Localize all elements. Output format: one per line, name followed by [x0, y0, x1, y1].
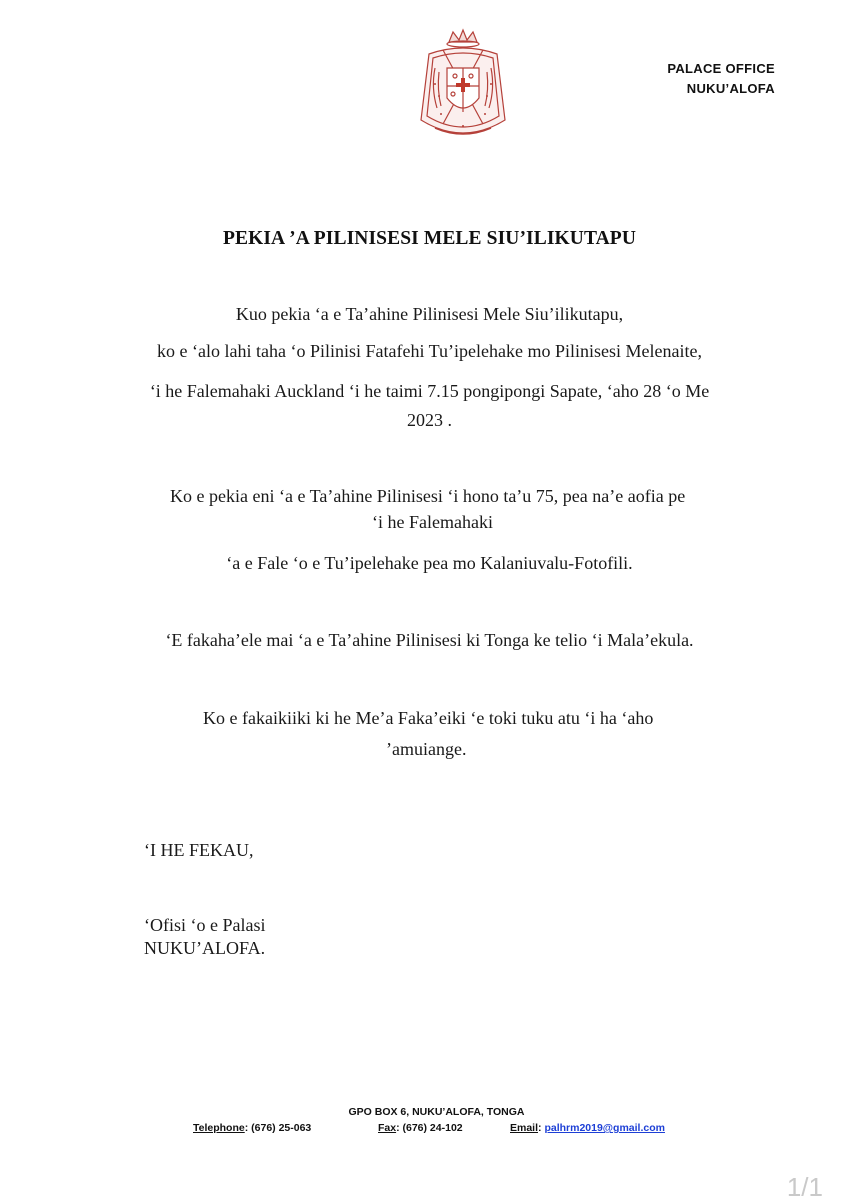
footer-address: GPO BOX 6, NUKU’ALOFA, TONGA	[348, 1106, 525, 1118]
email-contact	[510, 1122, 665, 1134]
fax-value: : (676) 24-102	[396, 1122, 463, 1134]
office-name: PALACE OFFICE	[667, 61, 775, 76]
paragraph-2-line-2: ‘i he Falemahaki	[372, 512, 493, 532]
office-location: NUKU’ALOFA	[686, 81, 775, 96]
paragraph-1-line-4: 2023 .	[407, 410, 452, 430]
office-header	[600, 59, 775, 99]
paragraph-4-line-2: ’amuiange.	[386, 739, 467, 759]
email-separator: :	[538, 1122, 545, 1134]
fax-contact	[378, 1122, 463, 1134]
email-link[interactable]: palhrm2019@gmail.com	[544, 1122, 665, 1134]
paragraph-1-line-1: Kuo pekia ‘a e Ta’ahine Pilinisesi Mele Siu’ilikutapu,	[235, 304, 624, 324]
paragraph-4-line-1: Ko e fakaikiiki ki he Me’a Faka’eiki ‘e toki tuku atu ‘i ha ‘aho	[203, 708, 654, 728]
royal-crest-icon	[415, 28, 511, 144]
paragraph-2-line-3: ‘a e Fale ‘o e Tu’ipelehake pea mo Kalaniuvalu-Fotofili.	[226, 553, 633, 573]
signoff-office: ‘Ofisi ‘o e Palasi	[144, 915, 266, 935]
telephone-contact	[193, 1122, 311, 1134]
paragraph-2-line-1: Ko e pekia eni ‘a e Ta’ahine Pilinisesi ‘i hono ta’u 75, pea na’e aofia pe	[170, 486, 686, 506]
email-label: Email	[510, 1122, 539, 1134]
fax-label: Fax	[378, 1122, 397, 1134]
signoff-closing: ‘I HE FEKAU,	[144, 840, 254, 860]
telephone-value: : (676) 25-063	[244, 1122, 312, 1134]
document-title: PEKIA ’A PILINISESI MELE SIU’ILIKUTAPU	[222, 228, 637, 249]
paragraph-1-line-3: ‘i he Falemahaki Auckland ‘i he taimi 7.15 pongipongi Sapate, ‘aho 28 ‘o Me	[149, 381, 710, 401]
page-counter: 1/1	[786, 1172, 823, 1202]
signoff-place: NUKU’ALOFA.	[144, 938, 266, 958]
telephone-label: Telephone	[193, 1122, 245, 1134]
paragraph-1-line-2: ko e ‘alo lahi taha ‘o Pilinisi Fatafehi Tu’ipelehake mo Pilinisesi Melenaite,	[157, 341, 702, 361]
paragraph-3-line-1: ‘E fakaha’ele mai ‘a e Ta’ahine Pilinisesi ki Tonga ke telio ‘i Mala’ekula.	[165, 630, 694, 650]
